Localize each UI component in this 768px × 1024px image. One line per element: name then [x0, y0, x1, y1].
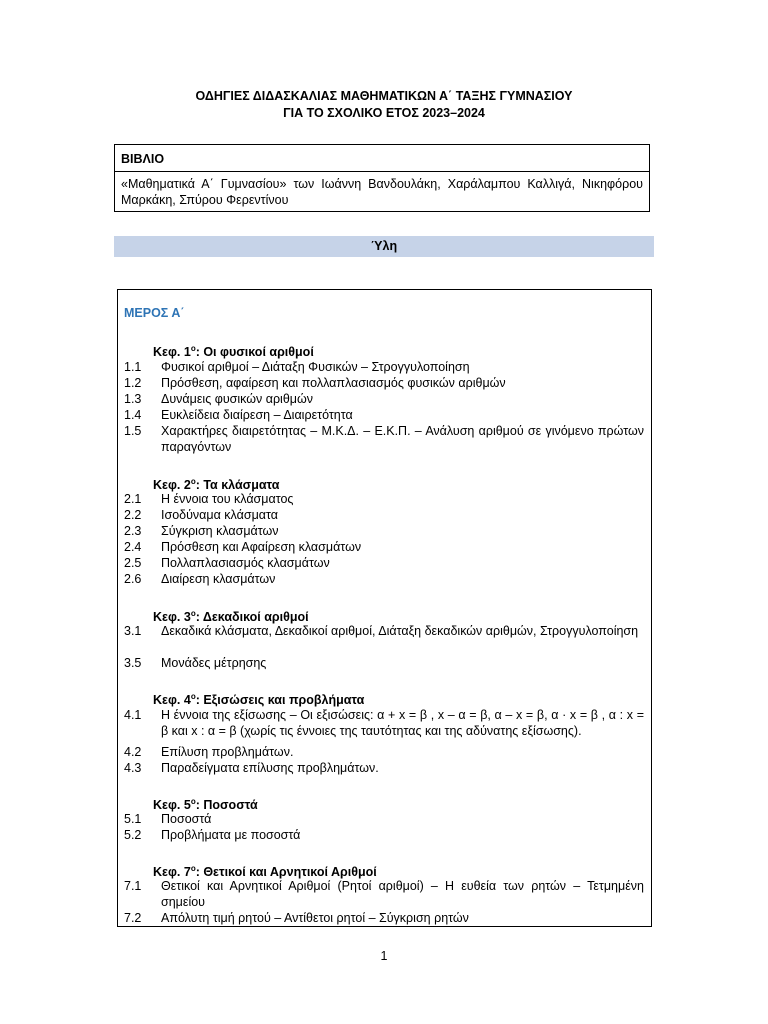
item-number: 2.5 — [124, 556, 142, 570]
section-title: Ύλη — [114, 236, 654, 257]
part-title: ΜΕΡΟΣ Α΄ — [124, 306, 185, 320]
syllabus-item — [124, 827, 644, 843]
syllabus-item — [124, 359, 644, 375]
syllabus-item — [124, 744, 644, 760]
syllabus-item — [124, 760, 644, 776]
item-number: 3.1 — [124, 624, 142, 638]
item-number: 7.2 — [124, 911, 142, 925]
item-text: Δεκαδικά κλάσματα, Δεκαδικοί αριθμοί, Διάταξη δεκαδικών αριθμών, Στρογγυλοποίηση — [161, 624, 639, 638]
syllabus-item — [124, 571, 644, 587]
syllabus-box — [117, 289, 652, 927]
book-box — [114, 144, 650, 212]
item-text: Η έννοια της εξίσωσης – Οι εξισώσεις: α + x = β , x – α = β, α – x = β, α · x = β , α : x = β και x : α = β (χωρίς τις έννοιες της ταυτότητας και της αδύνατης εξίσωσης). — [161, 708, 644, 738]
syllabus-item — [124, 407, 644, 423]
item-number: 1.3 — [124, 392, 142, 406]
item-text: Διαίρεση κλασμάτων — [161, 572, 276, 586]
item-number: 1.2 — [124, 376, 142, 390]
item-text: Παραδείγματα επίλυσης προβλημάτων. — [161, 761, 379, 775]
header-line-2: ΓΙΑ ΤΟ ΣΧΟΛΙΚΟ ΕΤΟΣ 2023–2024 — [283, 106, 485, 120]
syllabus-item — [124, 707, 644, 739]
syllabus-item — [124, 811, 644, 827]
book-text: «Μαθηματικά Α΄ Γυμνασίου» των Ιωάννη Βανδουλάκη, Χαράλαμπου Καλλιγά, Νικηφόρου Μαρκάκη, Σπύρου Φερεντίνου — [121, 177, 643, 207]
item-text: Πρόσθεση και Αφαίρεση κλασμάτων — [161, 540, 362, 554]
item-text: Ευκλείδεια διαίρεση – Διαιρετότητα — [161, 408, 353, 422]
syllabus-item — [124, 523, 644, 539]
book-label: ΒΙΒΛΙΟ — [115, 145, 649, 172]
syllabus-item — [124, 655, 644, 671]
item-number: 1.5 — [124, 424, 142, 438]
item-text: Η έννοια του κλάσματος — [161, 492, 294, 506]
syllabus-item — [124, 539, 644, 555]
item-number: 2.1 — [124, 492, 142, 506]
item-text: Επίλυση προβλημάτων. — [161, 745, 294, 759]
syllabus-item — [124, 623, 644, 639]
syllabus-item — [124, 491, 644, 507]
chapter-title: Κεφ. $3^o$: Δεκαδικοί αριθμοί — [153, 609, 309, 625]
item-text: Δυνάμεις φυσικών αριθμών — [161, 392, 314, 406]
page-number: 1 — [380, 949, 388, 963]
item-number: 2.2 — [124, 508, 142, 522]
item-text: Σύγκριση κλασμάτων — [161, 524, 279, 538]
syllabus-item — [124, 423, 644, 455]
item-number: 5.2 — [124, 828, 142, 842]
chapter-title: Κεφ. $2^o$: Τα κλάσματα — [153, 477, 280, 493]
item-number: 2.4 — [124, 540, 142, 554]
syllabus-item — [124, 910, 644, 926]
header-line-1: ΟΔΗΓΙΕΣ ΔΙΔΑΣΚΑΛΙΑΣ ΜΑΘΗΜΑΤΙΚΩΝ Α΄ ΤΑΞΗΣ ΓΥΜΝΑΣΙΟΥ — [195, 89, 573, 103]
syllabus-item — [124, 507, 644, 523]
item-text: Προβλήματα με ποσοστά — [161, 828, 301, 842]
chapter-title: Κεφ. $5^o$: Ποσοστά — [153, 797, 258, 813]
item-text: Πολλαπλασιασμός κλασμάτων — [161, 556, 330, 570]
item-text: Χαρακτήρες διαιρετότητας – Μ.Κ.Δ. – Ε.Κ.Π. – Ανάλυση αριθμού σε γινόμενο πρώτων παραγόντων — [161, 424, 644, 454]
syllabus-item — [124, 555, 644, 571]
item-number: 5.1 — [124, 812, 142, 826]
item-text: Μονάδες μέτρησης — [161, 656, 267, 670]
item-number: 1.1 — [124, 360, 142, 374]
item-number: 4.3 — [124, 761, 142, 775]
item-number: 2.6 — [124, 572, 142, 586]
item-text: Πρόσθεση, αφαίρεση και πολλαπλασιασμός φυσικών αριθμών — [161, 376, 506, 390]
syllabus-item — [124, 878, 644, 910]
item-number: 3.5 — [124, 656, 142, 670]
item-number: 4.2 — [124, 745, 142, 759]
syllabus-item — [124, 375, 644, 391]
item-text: Απόλυτη τιμή ρητού – Αντίθετοι ρητοί – Σύγκριση ρητών — [161, 911, 469, 925]
item-number: 4.1 — [124, 708, 142, 722]
item-text: Φυσικοί αριθμοί – Διάταξη Φυσικών – Στρογγυλοποίηση — [161, 360, 470, 374]
chapter-title: Κεφ. $1^o$: Οι φυσικοί αριθμοί — [153, 344, 314, 360]
item-number: 7.1 — [124, 879, 142, 893]
item-text: Θετικοί και Αρνητικοί Αριθμοί (Ρητοί αριθμοί) – Η ευθεία των ρητών – Τετμημένη σημείου — [161, 879, 644, 909]
item-number: 2.3 — [124, 524, 142, 538]
item-number: 1.4 — [124, 408, 142, 422]
chapter-title: Κεφ. $7^o$: Θετικοί και Αρνητικοί Αριθμοί — [153, 864, 377, 880]
chapter-title: Κεφ. $4^o$: Εξισώσεις και προβλήματα — [153, 692, 365, 708]
syllabus-item — [124, 391, 644, 407]
item-text: Ποσοστά — [161, 812, 212, 826]
document-header — [0, 88, 768, 122]
item-text: Ισοδύναμα κλάσματα — [161, 508, 278, 522]
